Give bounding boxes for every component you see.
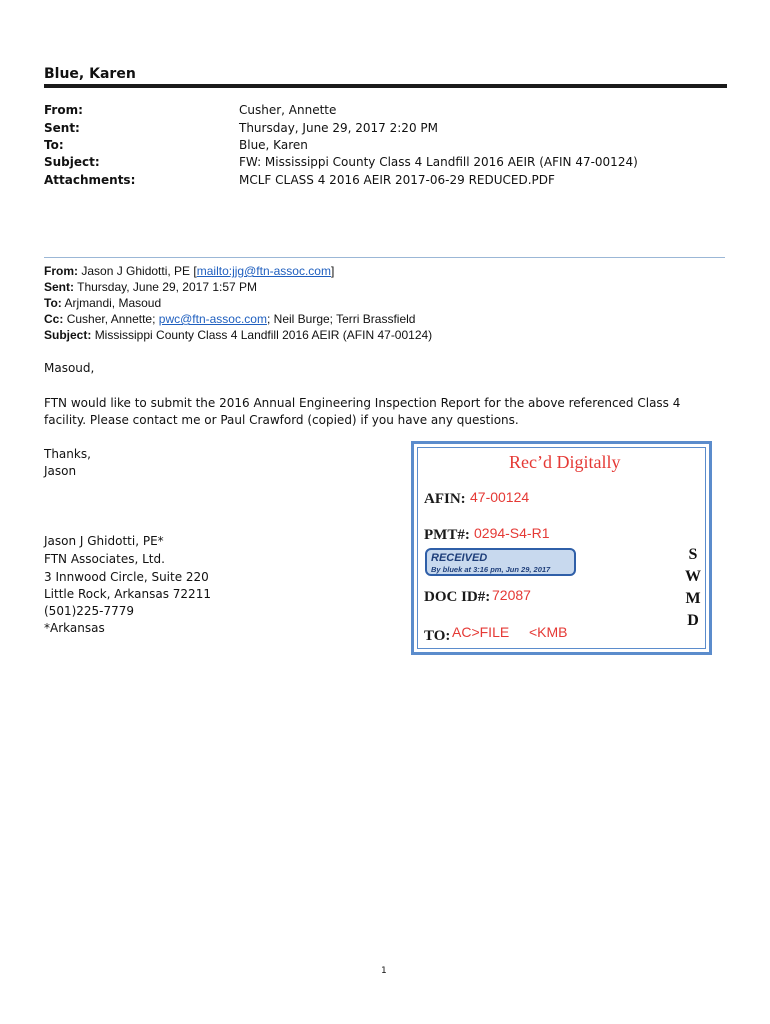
to-label: To:	[44, 138, 64, 152]
fw-from-label: From:	[44, 264, 78, 278]
stamp-title: Rec’d Digitally	[509, 452, 621, 472]
stamp-vertical-swmd	[685, 544, 701, 632]
stamp-vertical-letter: M	[685, 590, 701, 607]
stamp-to-value2: <KMB	[529, 624, 568, 640]
signature-line: *Arkansas	[44, 621, 105, 635]
stamp-to-value1: AC>FILE	[452, 624, 510, 640]
closing-name: Jason	[44, 464, 77, 478]
fw-to-label: To:	[44, 296, 62, 310]
fw-to-value: Arjmandi, Masoud	[64, 296, 162, 310]
subject-label: Subject:	[44, 155, 100, 169]
signature-line: 3 Innwood Circle, Suite 220	[44, 570, 209, 584]
fw-from-mailto-link[interactable]: mailto:jjg@ftn-assoc.com	[196, 264, 331, 278]
attachments-label: Attachments:	[44, 173, 136, 187]
stamp-pmt-value: 0294-S4-R1	[474, 525, 550, 541]
fw-subject-label: Subject:	[44, 328, 92, 342]
body-paragraph-line1: FTN would like to submit the 2016 Annual Engineering Inspection Report for the above referenced Class 4	[44, 396, 681, 410]
stamp-docid-value: 72087	[492, 587, 531, 603]
greeting: Masoud,	[44, 361, 95, 375]
fw-cc-line	[44, 312, 415, 326]
fw-sent-value: Thursday, June 29, 2017 1:57 PM	[77, 280, 258, 294]
received-badge-subtitle: By bluek at 3:16 pm, Jun 29, 2017	[431, 565, 551, 574]
signature-line: Little Rock, Arkansas 72211	[44, 587, 211, 601]
fw-cc-email-link[interactable]: pwc@ftn-assoc.com	[158, 312, 267, 326]
separator-rule	[44, 257, 725, 258]
closing-thanks: Thanks,	[44, 447, 91, 461]
stamp-pmt-label: PMT#:	[424, 527, 470, 543]
sent-label: Sent:	[44, 121, 80, 135]
from-value: Cusher, Annette	[239, 103, 337, 117]
stamp-vertical-letter: S	[688, 546, 698, 563]
page-number: 1	[381, 966, 387, 976]
title-rule	[44, 84, 727, 88]
fw-sent-line	[44, 280, 257, 294]
attachments-value[interactable]: MCLF CLASS 4 2016 AEIR 2017-06-29 REDUCED.PDF	[239, 173, 555, 187]
sent-value: Thursday, June 29, 2017 2:20 PM	[239, 121, 438, 135]
from-label: From:	[44, 103, 83, 117]
received-stamp	[411, 441, 712, 655]
fw-cc-label: Cc:	[44, 312, 64, 326]
fw-cc-part2: ; Neil Burge; Terri Brassfield	[266, 312, 416, 326]
fw-cc-part1: Cusher, Annette;	[66, 312, 156, 326]
subject-value: FW: Mississippi County Class 4 Landfill 2016 AEIR (AFIN 47-00124)	[239, 155, 638, 169]
stamp-vertical-letter: W	[685, 568, 701, 585]
stamp-afin-label: AFIN:	[424, 491, 466, 507]
fw-subject-value: Mississippi County Class 4 Landfill 2016 AEIR (AFIN 47-00124)	[94, 328, 433, 342]
signature-line: FTN Associates, Ltd.	[44, 552, 165, 566]
to-value: Blue, Karen	[239, 138, 308, 152]
received-badge-title: RECEIVED	[431, 552, 488, 564]
fw-subject-line	[44, 328, 432, 342]
stamp-afin-value: 47-00124	[470, 489, 530, 505]
body-paragraph-line2: facility. Please contact me or Paul Crawford (copied) if you have any questions.	[44, 413, 519, 427]
fw-to-line	[44, 296, 161, 310]
stamp-vertical-letter: D	[687, 612, 699, 629]
signature-line: Jason J Ghidotti, PE*	[44, 534, 164, 548]
document-title: Blue, Karen	[44, 66, 136, 82]
stamp-docid-label: DOC ID#:	[424, 589, 491, 605]
fw-sent-label: Sent:	[44, 280, 74, 294]
stamp-to-label: TO:	[424, 628, 451, 644]
fw-from-line: From: Jason J Ghidotti, PE [mailto:jjg@ftn-assoc.com]	[44, 264, 335, 278]
received-badge	[425, 548, 576, 576]
signature-line: (501)225-7779	[44, 604, 135, 618]
fw-from-name: Jason J Ghidotti, PE	[81, 264, 191, 278]
